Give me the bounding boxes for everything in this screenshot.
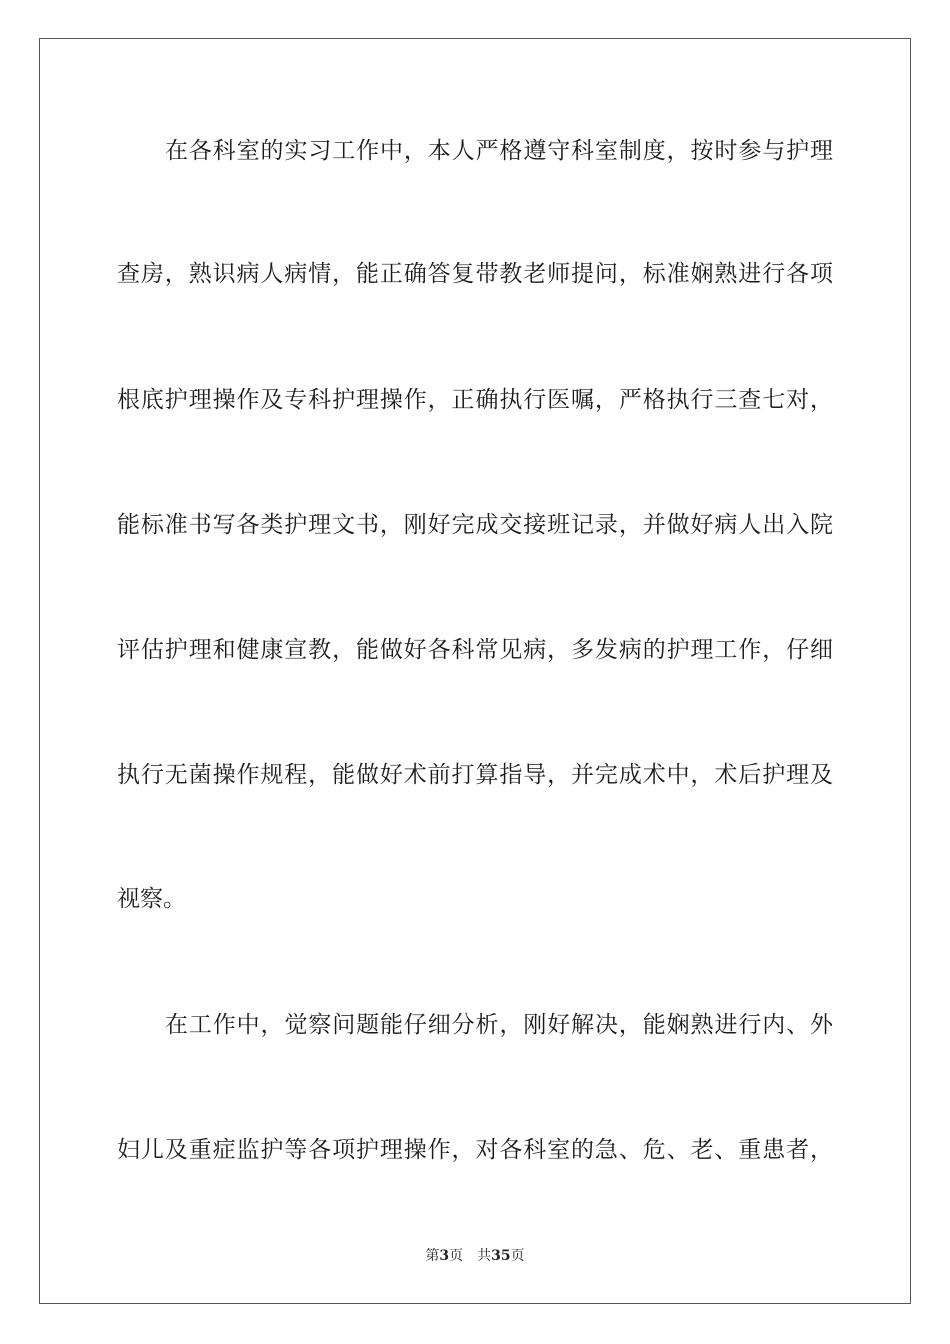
- footer-page-prefix: 第: [425, 1248, 440, 1264]
- footer-page-number: 3: [439, 1248, 450, 1264]
- paragraph-1-line-3: 根底护理操作及专科护理操作，正确执行医嘱，严格执行三查七对，: [117, 387, 833, 413]
- paragraph-2-line-1: 在工作中，觉察问题能仔细分析，刚好解决，能娴熟进行内、外: [165, 1012, 833, 1038]
- footer-total-pages: 35: [491, 1248, 511, 1264]
- paragraph-1-line-7: 视察。: [117, 886, 186, 912]
- paragraph-1-line-4: 能标准书写各类护理文书，刚好完成交接班记录，并做好病人出入院: [117, 512, 833, 538]
- page-footer: [0, 1247, 950, 1265]
- footer-total-suffix: 页: [510, 1248, 525, 1264]
- footer-page-suffix: 页: [449, 1248, 464, 1264]
- paragraph-1-line-1: 在各科室的实习工作中，本人严格遵守科室制度，按时参与护理: [165, 138, 833, 164]
- footer-total-prefix: 共: [477, 1248, 492, 1264]
- paragraph-1-line-5: 评估护理和健康宣教，能做好各科常见病，多发病的护理工作，仔细: [117, 637, 833, 663]
- page-border: [39, 38, 911, 1304]
- paragraph-1-line-6: 执行无菌操作规程，能做好术前打算指导，并完成术中，术后护理及: [117, 762, 833, 788]
- paragraph-1-line-2: 查房，熟识病人病情，能正确答复带教老师提问，标准娴熟进行各项: [117, 261, 833, 287]
- paragraph-2-line-2: 妇儿及重症监护等各项护理操作，对各科室的急、危、老、重患者，: [117, 1137, 833, 1163]
